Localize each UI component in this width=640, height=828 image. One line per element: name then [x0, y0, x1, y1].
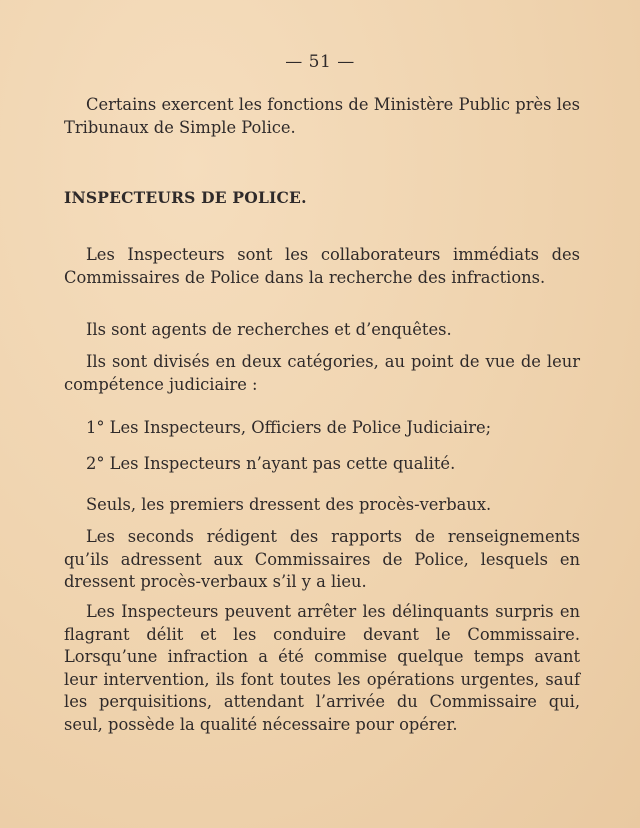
paragraph-arrestations: Les Inspecteurs peuvent arrêter les délinquants surpris en flagrant délit et les conduire devant le Commissaire. Lorsqu’une infraction a été commise quelque temps avant leur intervention, ils font toutes les opérations urgentes, sauf les perquisitions, attendant l’arrivée du Commissaire qui, seul, possède la qualité nécessaire pour opérer.: [64, 602, 580, 734]
paragraph-agents-recherches: Ils sont agents de recherches et d’enquêtes.: [86, 320, 452, 339]
paragraph-categories: Ils sont divisés en deux catégories, au point de vue de leur compétence judiciaire :: [64, 352, 580, 394]
page-number: — 51 —: [285, 52, 355, 72]
paragraph-ministere-public: Certains exercent les fonctions de Ministère Public près les Tribunaux de Simple Police.: [64, 95, 580, 137]
list-item-category-1: 1° Les Inspecteurs, Officiers de Police Judiciaire;: [86, 418, 492, 437]
paragraph-premiers: Seuls, les premiers dressent des procès-verbaux.: [86, 495, 492, 514]
paragraph-inspecteurs-collaborateurs: Les Inspecteurs sont les collaborateurs immédiats des Commissaires de Police dans la recherche des infractions.: [64, 245, 580, 287]
section-heading: INSPECTEURS DE POLICE.: [64, 188, 307, 207]
paragraph-seconds: Les seconds rédigent des rapports de renseignements qu’ils adressent aux Commissaires de Police, lesquels en dressent procès-verbaux s’il y a lieu.: [64, 527, 580, 591]
list-item-category-2: 2° Les Inspecteurs n’ayant pas cette qualité.: [86, 454, 456, 473]
